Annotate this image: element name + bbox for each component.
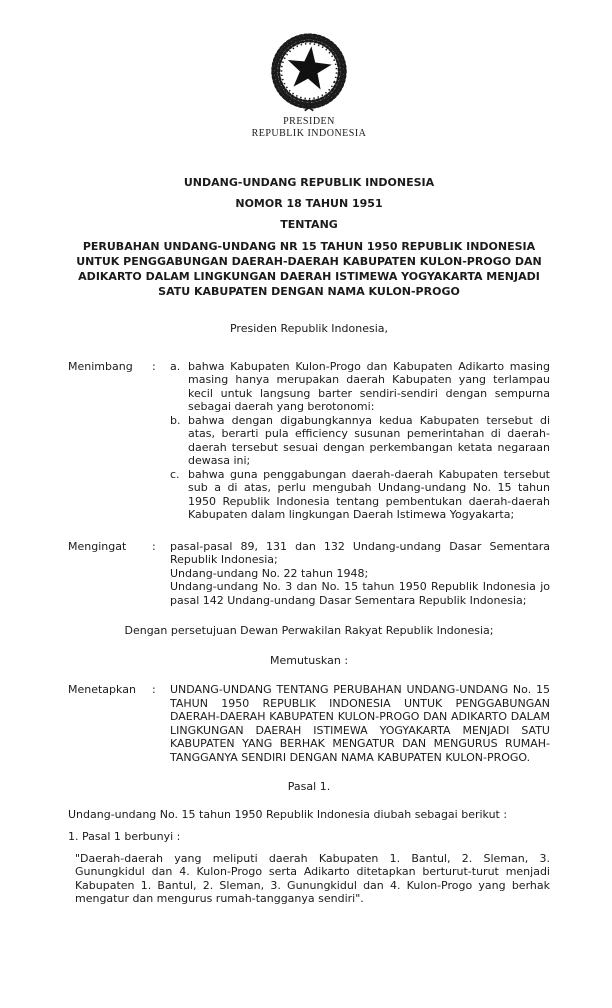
item-marker: a. bbox=[170, 359, 181, 373]
enacting-colon: : bbox=[152, 683, 156, 696]
decision-heading: Memutuskan : bbox=[269, 653, 349, 667]
considering-section bbox=[68, 360, 550, 522]
considering-colon: : bbox=[152, 359, 156, 373]
item-text: bahwa dengan digabungkannya kedua Kabupaten tersebut di atas, berarti pula efficiency susunan pemerintahan di daerah-daerah tersebut sesuai dengan perkembangan ketata negaraan dewasa ini; bbox=[188, 413, 550, 467]
recalling-entries bbox=[170, 540, 550, 608]
article-item-text: Pasal 1 berbunyi : bbox=[82, 830, 181, 843]
letterhead-institution: PRESIDEN bbox=[283, 116, 335, 127]
star-wreath-seal-icon bbox=[266, 28, 352, 116]
letterhead-country: REPUBLIK INDONESIA bbox=[251, 127, 367, 139]
doc-type-line: UNDANG-UNDANG REPUBLIK INDONESIA bbox=[183, 176, 435, 189]
enacting-label: Menetapkan bbox=[68, 683, 136, 696]
item-marker: b. bbox=[170, 413, 181, 427]
title-block bbox=[68, 176, 550, 299]
enacting-text: UNDANG-UNDANG TENTANG PERUBAHAN UNDANG-UNDANG No. 15 TAHUN 1950 REPUBLIK INDONESIA UNTUK PENGGABUNGAN DAERAH-DAERAH KABUPATEN KULON-PROGO DAN ADIKARTO DALAM LINGKUNGAN DAERAH ISTIMEWA YOGYAKARTA MENJADI SATU KABUPATEN YANG BERHAK MENGATUR DAN MENGURUS RUMAH-TANGGANYA SENDIRI DENGAN NAMA KABUPATEN KULON-PROGO. bbox=[170, 683, 550, 764]
doc-subject: PERUBAHAN UNDANG-UNDANG NR 15 TAHUN 1950 REPUBLIK INDONESIA UNTUK PENGGABUNGAN DAERAH-DAERAH KABUPATEN KULON-PROGO DAN ADIKARTO DALAM LINGKUNGAN DAERAH ISTIMEWA YOGYAKARTA MENJADI SATU KABUPATEN DENGAN NAMA KULON-PROGO bbox=[76, 240, 542, 298]
considering-items bbox=[170, 360, 550, 522]
recalling-label: Mengingat bbox=[68, 539, 127, 553]
article-1-item bbox=[68, 830, 550, 844]
item-marker: c. bbox=[170, 467, 180, 481]
letterhead bbox=[68, 28, 550, 139]
legal-reference: Undang-undang No. 22 tahun 1948; bbox=[170, 566, 369, 580]
item-text: bahwa guna penggabungan daerah-daerah Kabupaten tersebut sub a di atas, perlu mengubah Undang-undang No. 15 tahun 1950 Republik Indonesia tentang pembentukan daerah-daerah Kabupaten dalam lingkungan Daerah Istimewa Yogyakarta; bbox=[188, 467, 550, 521]
legal-reference: Undang-undang No. 3 dan No. 15 tahun 1950 Republik Indonesia jo pasal 142 Undang-undang Dasar Sementara Republik Indonesia; bbox=[170, 580, 550, 607]
article-1-heading: Pasal 1. bbox=[287, 780, 331, 793]
article-1-intro: Undang-undang No. 15 tahun 1950 Republik Indonesia diubah sebagai berikut : bbox=[68, 807, 508, 821]
doc-tentang-line: TENTANG bbox=[280, 218, 338, 231]
recalling-section bbox=[68, 540, 550, 608]
considering-label: Menimbang bbox=[68, 359, 133, 373]
legal-reference: pasal-pasal 89, 131 dan 132 Undang-undang Dasar Sementara Republik Indonesia; bbox=[170, 539, 550, 566]
star-icon bbox=[285, 44, 333, 90]
approval-line: Dengan persetujuan Dewan Perwakilan Rakyat Republik Indonesia; bbox=[124, 624, 494, 637]
enacting-section bbox=[68, 683, 550, 764]
item-text: bahwa Kabupaten Kulon-Progo dan Kabupaten Adikarto masing masing hanya merupakan daerah Kabupaten yang terlampau kecil untuk langsung barter sendiri-sendiri dengan sempurna sebagai daerah yang berotonomi: bbox=[188, 359, 550, 413]
article-item-marker: 1. bbox=[68, 830, 79, 843]
list-item bbox=[170, 360, 550, 522]
recalling-colon: : bbox=[152, 539, 156, 553]
doc-number-line: NOMOR 18 TAHUN 1951 bbox=[235, 197, 383, 210]
salutation-line: Presiden Republik Indonesia, bbox=[229, 322, 389, 335]
article-1-quoted-provision: "Daerah-daerah yang meliputi daerah Kabupaten 1. Bantul, 2. Sleman, 3. Gunungkidul dan 4. Kulon-Progo serta Adikarto ditetapkan berturut-turut menjadi Kabupaten 1. Bantul, 2. Sleman, 3. Gunungkidul dan 4. Kulon-Progo yang berhak mengatur dan mengurus rumah-tangganya sendiri". bbox=[75, 851, 550, 905]
